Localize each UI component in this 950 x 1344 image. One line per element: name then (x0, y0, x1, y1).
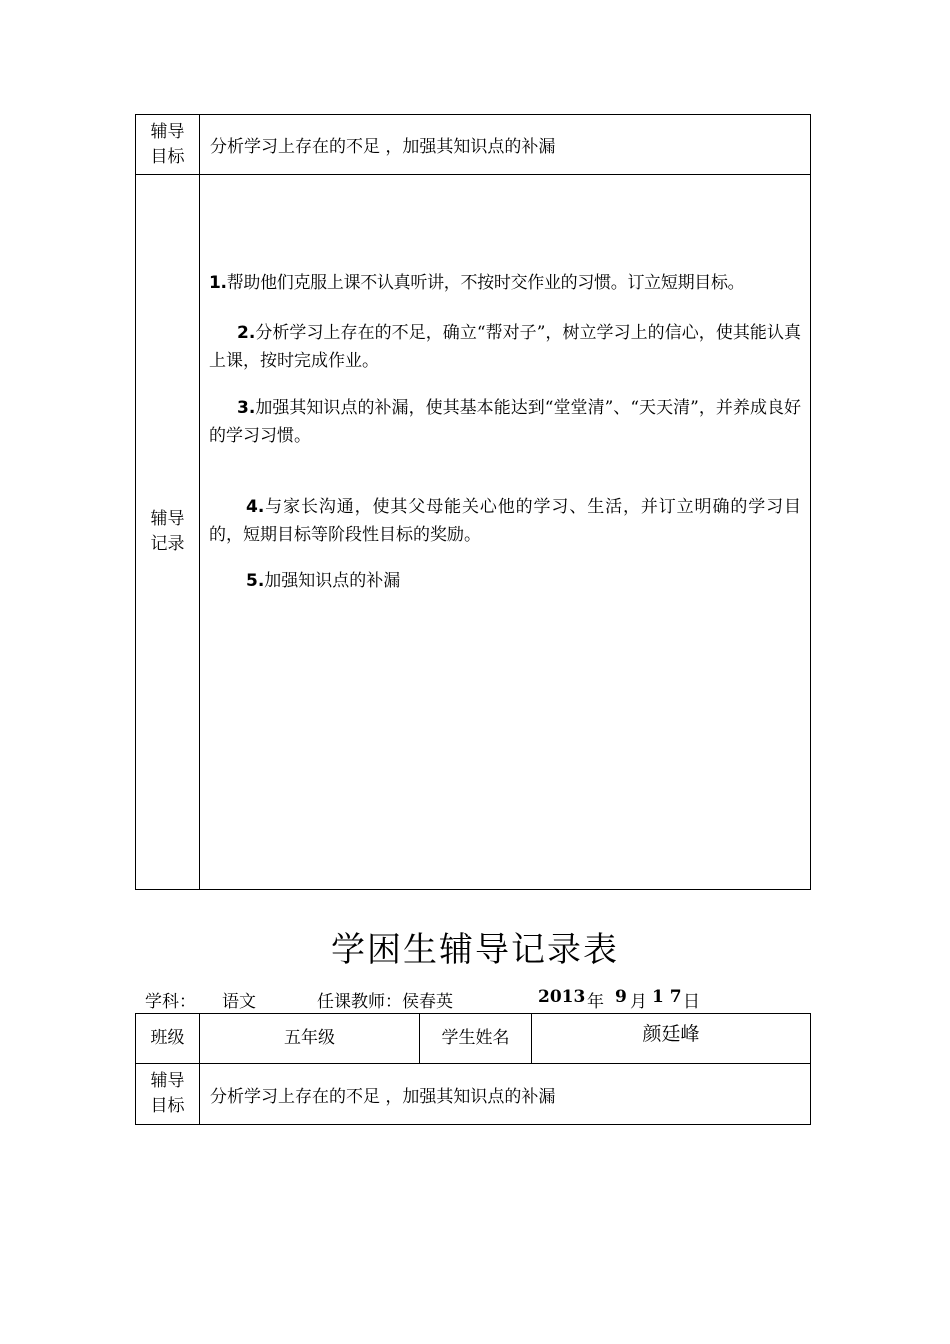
record-number: 2. (237, 323, 256, 343)
goal-label-line1: 辅导 (150, 121, 185, 142)
record-text: 分析学习上存在的不足，确立“帮对子”，树立学习上的信心，使其能认真上课，按时完成作业。 (209, 323, 801, 371)
subject-value: 语文 (222, 992, 256, 1012)
records-label-line1: 辅导 (150, 509, 185, 529)
record-item-4 (209, 493, 801, 549)
bottom-goal-label (136, 1064, 200, 1125)
bottom-goal-text: 分析学习上存在的不足 ，加强其知识点的补漏 (200, 1064, 811, 1125)
record-item-3 (209, 394, 801, 450)
student-info-row (136, 1014, 811, 1064)
teacher-label: 任课教师： (317, 992, 402, 1012)
student-name-label: 学生姓名 (420, 1014, 532, 1064)
records-row (136, 175, 811, 890)
record-number: 3. (237, 398, 256, 418)
record-text: 与家长沟通，使其父母能关心他的学习、生活，并订立明确的学习目的，短期目标等阶段性目标的奖励。 (209, 497, 801, 545)
record-item-2 (209, 319, 801, 375)
goal-text: 分析学习上存在的不足 ，加强其知识点的补漏 (200, 115, 811, 175)
date-year-unit: 年 (587, 992, 604, 1012)
goal-label (136, 115, 200, 175)
class-label: 班级 (136, 1014, 200, 1064)
record-text: 帮助他们克服上课不认真听讲，不按时交作业的习惯。订立短期目标。 (226, 273, 745, 293)
teacher-value: 侯春英 (402, 992, 453, 1012)
records-cell (200, 175, 811, 890)
date-day: 1 7 (652, 987, 682, 1007)
record-number: 4. (246, 497, 265, 517)
date-month-unit: 月 (630, 992, 647, 1012)
date-year: 2013 (538, 987, 586, 1007)
record-item-5 (209, 567, 801, 595)
top-record-table (135, 114, 811, 890)
goal-label-line2: 目标 (150, 146, 185, 167)
record-text: 加强其知识点的补漏，使其基本能达到“堂堂清”、“天天清”，并养成良好的学习习惯。 (209, 398, 801, 446)
date-day-unit: 日 (683, 992, 700, 1012)
record-number: 5. (246, 571, 265, 591)
record-text: 加强知识点的补漏 (264, 571, 401, 591)
subject-label: 学科： (145, 992, 196, 1012)
records-label-line2: 记录 (150, 534, 185, 554)
bottom-record-table (135, 1013, 811, 1125)
record-item-1 (209, 269, 801, 297)
records-label (136, 175, 200, 890)
record-number: 1. (209, 273, 227, 293)
form-title: 学困生辅导记录表 (331, 930, 619, 970)
bottom-goal-row (136, 1064, 811, 1125)
student-name-value: 颜廷峰 (532, 1014, 811, 1064)
bottom-goal-label-line2: 目标 (150, 1096, 185, 1116)
bottom-goal-label-line1: 辅导 (150, 1071, 185, 1091)
class-value: 五年级 (200, 1014, 420, 1064)
date-month: 9 (615, 987, 627, 1007)
goal-row (136, 115, 811, 175)
